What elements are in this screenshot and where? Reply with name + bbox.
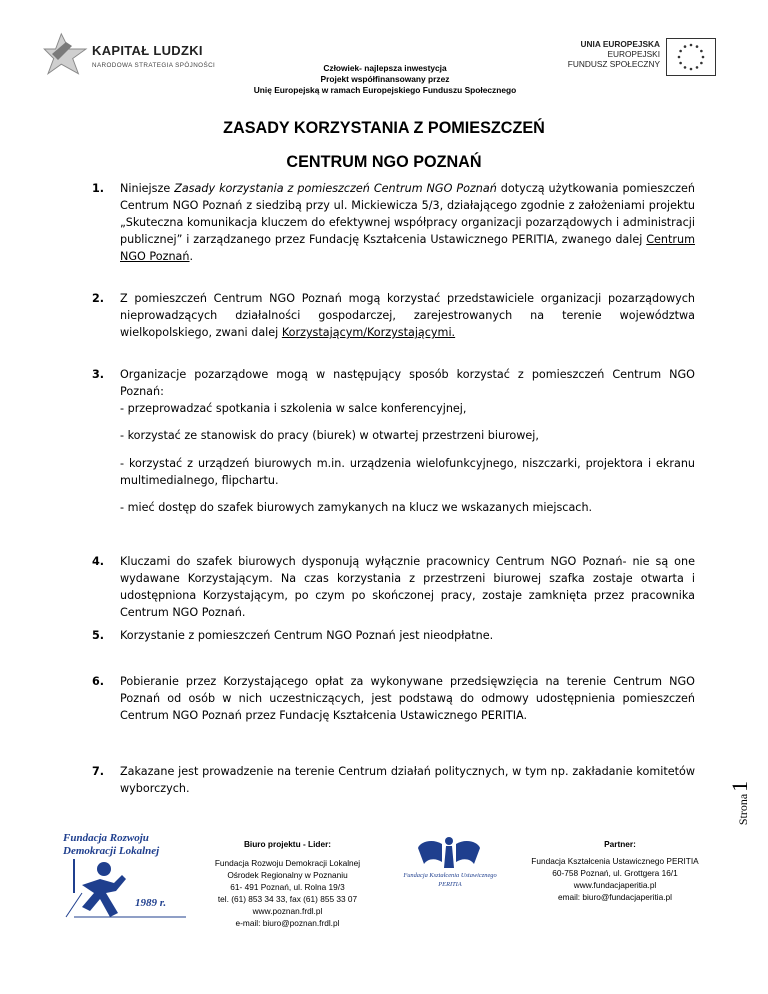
partner-email-link[interactable]: email: biuro@fundacjaperitia.pl xyxy=(557,892,673,902)
rule-item-6: Pobieranie przez Korzystającego opłat za wykonywane przedsięwzięcia na terenie Centrum NGO Poznań od osób w nich uczestniczących, jest podstawą do odmowy udostępnienia pomieszczeń Centrum NGO Poznań przez Fundację Kształcenia Ustawicznego PERITIA. xyxy=(120,675,695,723)
eu-star-icon xyxy=(700,62,703,65)
rule-item-4: Kluczami do szafek biurowych dysponują wyłącznie pracownicy Centrum NGO Poznań- nie są one wydawane Korzystającym. Na czas korzystania z przestrzeni biurowej szafka zostaje otwarta i udostępniona Korzystającym, po czym po skończonej pracy, zostaje zamknięta przez pracownika Centrum NGO Poznań. xyxy=(120,555,695,620)
item-number: 3. xyxy=(92,368,105,381)
eu-star-icon xyxy=(696,66,699,69)
item-number: 2. xyxy=(92,292,105,305)
frdl-year: 1989 r. xyxy=(135,897,167,909)
eu-star-icon xyxy=(690,68,693,71)
rule-item-2 xyxy=(120,290,695,341)
eu-star-icon xyxy=(684,66,687,69)
item-number: 4. xyxy=(92,555,105,568)
rule-text: . xyxy=(189,250,194,264)
header-program-info xyxy=(220,63,550,95)
lead-line: tel. (61) 853 34 33, fax (61) 855 33 07 xyxy=(217,894,358,904)
peritia-caption: Fundacja Kształcenia Ustawicznego xyxy=(403,872,497,879)
eu-line: FUNDUSZ SPOŁECZNY xyxy=(567,59,660,69)
rule-item-3-bullet: - korzystać z urządzeń biurowych m.in. urządzenia wielofunkcyjnego, niszczarki, projektora i ekranu multimedialnego, flipchartu. xyxy=(120,457,695,488)
page-label-word: Strona xyxy=(736,793,750,826)
lead-website-link[interactable]: www.poznan.frdl.pl xyxy=(252,906,323,916)
frdl-name xyxy=(63,832,159,858)
rule-text: dotyczą użytkowania pomieszczeń Centrum NGO Poznań z siedzibą przy ul. Mickiewicza 5/3, działającego zgodnie z założeniami projektu „Skuteczna komunikacja kluczem do efektywnej współpracy organizacji pozarządowych i administracji publicznej” i zarządzanego przez Fundację Kształcenia Ustawicznego PERITIA, zwanego dalej xyxy=(120,182,695,247)
item-number: 6. xyxy=(92,675,105,688)
eu-star-icon xyxy=(700,50,703,53)
eu-star-icon xyxy=(679,62,682,65)
rule-item-3-bullet: - korzystać ze stanowisk do pracy (biurek) w otwartej przestrzeni biurowej, xyxy=(120,429,539,442)
document-title: ZASADY KORZYSTANIA Z POMIESZCZEŃ xyxy=(223,119,545,137)
header-line: Człowiek- najlepsza inwestycja xyxy=(323,63,447,73)
eu-star-icon xyxy=(696,45,699,48)
lead-contact xyxy=(190,857,385,929)
partner-line: 60-758 Poznań, ul. Grottgera 16/1 xyxy=(552,868,678,878)
eu-star-icon xyxy=(684,45,687,48)
page-label xyxy=(718,755,762,851)
lead-label: Biuro projektu - Lider: xyxy=(243,839,332,849)
item-number: 5. xyxy=(92,629,105,642)
document-subtitle: CENTRUM NGO POZNAŃ xyxy=(286,153,482,171)
eu-line: UNIA EUROPEJSKA xyxy=(580,39,660,49)
eu-star-icon xyxy=(702,56,705,59)
page-number: 1 xyxy=(727,780,752,792)
kapital-ludzki-title: KAPITAŁ LUDZKI xyxy=(92,43,203,58)
header-line: Unię Europejską w ramach Europejskiego Funduszu Społecznego xyxy=(253,84,517,95)
rule-item-1 xyxy=(120,180,695,265)
partner-label: Partner: xyxy=(604,839,636,849)
rule-text: Z pomieszczeń Centrum NGO Poznań mogą korzystać przedstawiciele organizacji pozarządowych nieprowadzących działalności gospodarczej, zarejestrowanych na terenie województwa wielkopolskiego, zwani dalej xyxy=(120,292,695,340)
partner-line: Fundacja Kształcenia Ustawicznego PERITIA xyxy=(531,856,699,866)
eu-star-icon xyxy=(678,56,681,59)
lead-line: 61- 491 Poznań, ul. Rolna 19/3 xyxy=(230,882,345,892)
frdl-figure-icon xyxy=(66,859,186,917)
eu-star-icon xyxy=(690,44,693,47)
partner-contact xyxy=(500,855,730,903)
header-line: Projekt współfinansowany przez xyxy=(320,73,450,84)
item-number: 7. xyxy=(92,765,105,778)
rule-text-underlined: Centrum NGO Poznań xyxy=(120,233,695,264)
eu-fund-label xyxy=(520,39,660,69)
frdl-name-line: Fundacja Rozwoju xyxy=(63,832,149,844)
rule-item-3-intro: Organizacje pozarządowe mogą w następujący sposób korzystać z pomieszczeń Centrum NGO Poznań: xyxy=(120,368,695,399)
item-number: 1. xyxy=(92,182,105,195)
peritia-book-icon xyxy=(418,837,480,868)
frdl-name-line: Demokracji Lokalnej xyxy=(63,845,160,857)
rule-item-7: Zakazane jest prowadzenie na terenie Centrum działań politycznych, w tym np. zakładanie komitetów wyborczych. xyxy=(120,765,695,796)
rule-item-5: Korzystanie z pomieszczeń Centrum NGO Poznań jest nieodpłatne. xyxy=(120,629,494,642)
eu-line: EUROPEJSKI xyxy=(607,49,660,59)
rule-text-italic: Zasady korzystania z pomieszczeń Centrum NGO Poznań xyxy=(174,182,497,195)
partner-website-link[interactable]: www.fundacjaperitia.pl xyxy=(573,880,657,890)
kapital-ludzki-star-icon xyxy=(44,34,86,74)
rule-text: Niniejsze xyxy=(120,182,175,195)
rule-item-3-bullet: - mieć dostęp do szafek biurowych zamykanych na klucz we wskazanych miejscach. xyxy=(120,501,593,514)
rule-text-underlined: Korzystającym/Korzystającymi. xyxy=(281,326,456,340)
kapital-ludzki-subtitle: NARODOWA STRATEGIA SPÓJNOŚCI xyxy=(92,62,216,69)
lead-line: Ośrodek Regionalny w Poznaniu xyxy=(227,870,348,880)
lead-email-link[interactable]: e-mail: biuro@poznan.frdl.pl xyxy=(235,918,340,928)
rule-item-3-bullet: - przeprowadzać spotkania i szkolenia w salce konferencyjnej, xyxy=(120,402,467,415)
lead-line: Fundacja Rozwoju Demokracji Lokalnej xyxy=(214,858,361,868)
eu-flag-icon xyxy=(666,38,716,76)
eu-star-icon xyxy=(679,50,682,53)
peritia-caption: PERITIA xyxy=(438,881,462,888)
